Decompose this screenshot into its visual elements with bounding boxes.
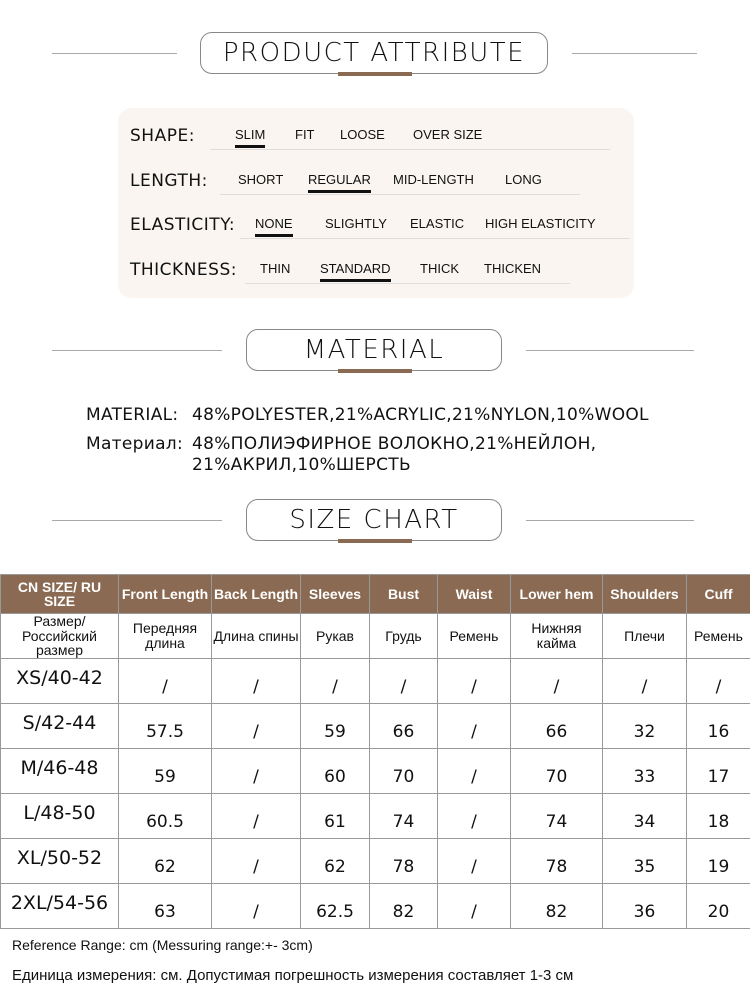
attribute-option: SHORT bbox=[238, 172, 284, 187]
table-cell: 59 bbox=[301, 704, 370, 749]
table-cell: / bbox=[438, 794, 511, 839]
table-cell: / bbox=[119, 659, 212, 704]
table-cell: / bbox=[212, 884, 301, 929]
attribute-option: THICKEN bbox=[484, 261, 542, 276]
table-cell: 16 bbox=[687, 704, 750, 749]
section-title-attribute: PRODUCT ATTRIBUTE bbox=[200, 32, 548, 74]
table-cell: S/42-44 bbox=[1, 704, 119, 749]
column-header: CN SIZE/ RU SIZE bbox=[1, 575, 119, 614]
table-cell: 62 bbox=[119, 839, 212, 884]
table-cell: 60 bbox=[301, 749, 370, 794]
table-cell: 35 bbox=[603, 839, 687, 884]
table-cell: 74 bbox=[511, 794, 603, 839]
table-cell: 78 bbox=[370, 839, 438, 884]
table-cell: 70 bbox=[370, 749, 438, 794]
table-cell: / bbox=[438, 884, 511, 929]
table-cell: / bbox=[301, 659, 370, 704]
table-cell: 32 bbox=[603, 704, 687, 749]
table-cell: / bbox=[438, 659, 511, 704]
table-cell: XL/50-52 bbox=[1, 839, 119, 884]
attribute-option-selected: STANDARD bbox=[320, 261, 391, 276]
attribute-option-selected: NONE bbox=[255, 216, 293, 231]
table-cell: 61 bbox=[301, 794, 370, 839]
table-row bbox=[1, 884, 750, 929]
attribute-option: LOOSE bbox=[340, 127, 385, 142]
material-ru-label: Материал: bbox=[86, 434, 183, 454]
attribute-label: LENGTH: bbox=[130, 171, 208, 191]
material-en-label: MATERIAL: bbox=[86, 405, 179, 425]
table-cell: 62 bbox=[301, 839, 370, 884]
table-cell: 20 bbox=[687, 884, 750, 929]
table-cell: 57.5 bbox=[119, 704, 212, 749]
table-cell: 70 bbox=[511, 749, 603, 794]
attribute-panel bbox=[118, 108, 634, 298]
table-cell: / bbox=[438, 704, 511, 749]
column-header: Shoulders bbox=[603, 575, 687, 614]
table-cell: XS/40-42 bbox=[1, 659, 119, 704]
attribute-underline bbox=[220, 194, 580, 195]
section-title-size-chart: SIZE CHART bbox=[246, 499, 502, 541]
attribute-row bbox=[130, 120, 610, 150]
title-accent-bar bbox=[338, 72, 412, 76]
table-cell: / bbox=[687, 659, 750, 704]
table-cell: 74 bbox=[370, 794, 438, 839]
table-cell: 66 bbox=[370, 704, 438, 749]
attribute-option: ELASTIC bbox=[410, 216, 465, 231]
divider bbox=[52, 520, 222, 521]
column-header: Плечи bbox=[603, 614, 687, 659]
table-cell: 34 bbox=[603, 794, 687, 839]
attribute-row bbox=[130, 254, 570, 284]
column-header: Нижняя кайма bbox=[511, 614, 603, 659]
table-cell: 59 bbox=[119, 749, 212, 794]
attribute-label: ELASTICITY: bbox=[130, 215, 236, 235]
table-row bbox=[1, 794, 750, 839]
attribute-option: HIGH ELASTICITY bbox=[485, 216, 596, 231]
table-cell: 19 bbox=[687, 839, 750, 884]
attribute-option: LONG bbox=[505, 172, 542, 187]
table-row bbox=[1, 575, 750, 614]
column-header: Front Length bbox=[119, 575, 212, 614]
attribute-option-selected: SLIM bbox=[235, 127, 266, 142]
table-cell: 66 bbox=[511, 704, 603, 749]
attribute-option: THICK bbox=[420, 261, 459, 276]
column-header: Ремень bbox=[438, 614, 511, 659]
divider bbox=[52, 53, 177, 54]
attribute-underline bbox=[245, 283, 570, 284]
column-header: Размер/ Российский размер bbox=[1, 614, 119, 659]
title-accent-bar bbox=[338, 539, 412, 543]
column-header: Передняя длина bbox=[119, 614, 212, 659]
table-row bbox=[1, 614, 750, 659]
column-header: Bust bbox=[370, 575, 438, 614]
attribute-underline bbox=[240, 238, 630, 239]
column-header: Waist bbox=[438, 575, 511, 614]
table-cell: 18 bbox=[687, 794, 750, 839]
table-cell: M/46-48 bbox=[1, 749, 119, 794]
section-title-material: MATERIAL bbox=[246, 329, 502, 371]
column-header: Back Length bbox=[212, 575, 301, 614]
table-row bbox=[1, 704, 750, 749]
column-header: Длина спины bbox=[212, 614, 301, 659]
title-accent-bar bbox=[338, 369, 412, 373]
table-row bbox=[1, 659, 750, 704]
table-row bbox=[1, 749, 750, 794]
material-en-value: 48%POLYESTER,21%ACRYLIC,21%NYLON,10%WOOL bbox=[192, 405, 649, 425]
table-cell: / bbox=[438, 839, 511, 884]
attribute-label: SHAPE: bbox=[130, 126, 195, 146]
table-cell: / bbox=[370, 659, 438, 704]
divider bbox=[52, 350, 222, 351]
table-cell: L/48-50 bbox=[1, 794, 119, 839]
table-cell: 82 bbox=[370, 884, 438, 929]
column-header: Sleeves bbox=[301, 575, 370, 614]
table-cell: 33 bbox=[603, 749, 687, 794]
table-cell: / bbox=[212, 659, 301, 704]
attribute-option-selected: REGULAR bbox=[308, 172, 371, 187]
divider bbox=[526, 520, 694, 521]
column-header: Ремень bbox=[687, 614, 750, 659]
footer-reference-en: Reference Range: cm (Messuring range:+- 3cm) bbox=[12, 937, 313, 953]
attribute-label: THICKNESS: bbox=[130, 260, 237, 280]
divider bbox=[526, 350, 694, 351]
attribute-option: MID-LENGTH bbox=[393, 172, 474, 187]
material-ru-value: 21%АКРИЛ,10%ШЕРСТЬ bbox=[192, 455, 411, 475]
table-cell: / bbox=[212, 749, 301, 794]
column-header: Рукав bbox=[301, 614, 370, 659]
footer-reference-ru: Единица измерения: см. Допустимая погрешность измерения составляет 1-3 см bbox=[12, 967, 574, 984]
size-chart-table bbox=[0, 574, 750, 929]
table-cell: 82 bbox=[511, 884, 603, 929]
table-cell: 62.5 bbox=[301, 884, 370, 929]
table-cell: / bbox=[603, 659, 687, 704]
table-cell: 78 bbox=[511, 839, 603, 884]
table-cell: / bbox=[438, 749, 511, 794]
table-cell: 36 bbox=[603, 884, 687, 929]
table-cell: / bbox=[212, 794, 301, 839]
divider bbox=[572, 53, 697, 54]
table-cell: / bbox=[511, 659, 603, 704]
attribute-option: THIN bbox=[260, 261, 291, 276]
table-row bbox=[1, 839, 750, 884]
column-header: Lower hem bbox=[511, 575, 603, 614]
attribute-row bbox=[130, 165, 580, 195]
column-header: Грудь bbox=[370, 614, 438, 659]
table-cell: 2XL/54-56 bbox=[1, 884, 119, 929]
attribute-option: FIT bbox=[295, 127, 315, 142]
attribute-option: OVER SIZE bbox=[413, 127, 483, 142]
table-cell: / bbox=[212, 704, 301, 749]
table-cell: 63 bbox=[119, 884, 212, 929]
attribute-option: SLIGHTLY bbox=[325, 216, 387, 231]
material-ru-value: 48%ПОЛИЭФИРНОЕ ВОЛОКНО,21%НЕЙЛОН, bbox=[192, 434, 597, 454]
column-header: Cuff bbox=[687, 575, 750, 614]
attribute-underline bbox=[210, 149, 610, 150]
table-cell: 17 bbox=[687, 749, 750, 794]
table-cell: / bbox=[212, 839, 301, 884]
attribute-row bbox=[130, 209, 630, 239]
table-cell: 60.5 bbox=[119, 794, 212, 839]
